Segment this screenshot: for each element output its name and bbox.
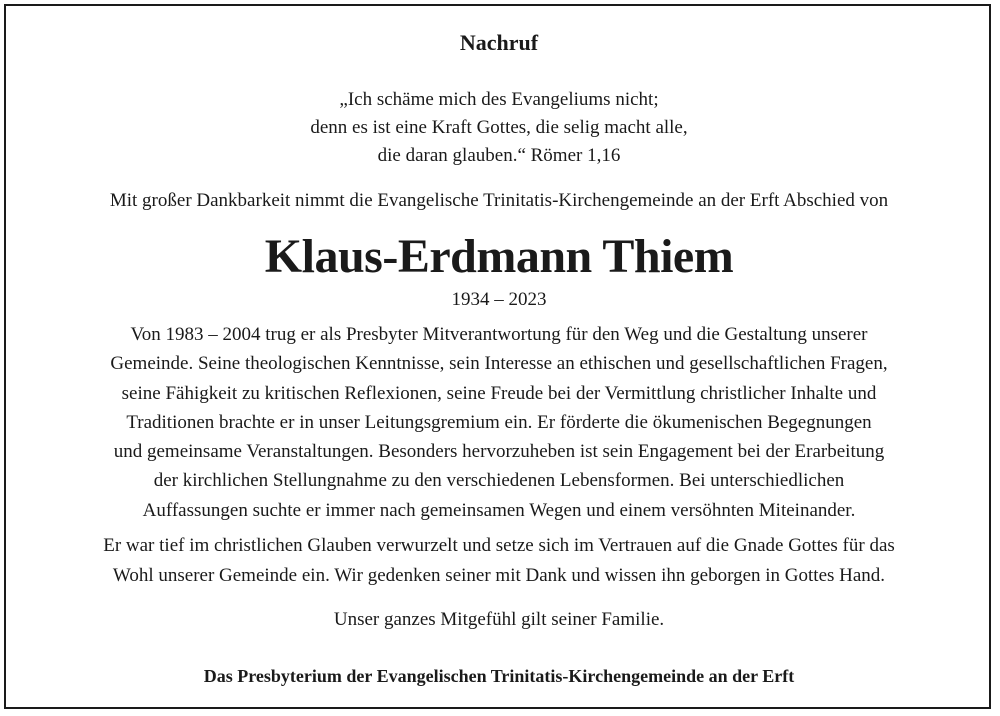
sympathy-text: Unser ganzes Mitgefühl gilt seiner Familie. [333,609,665,630]
notice-heading: Nachruf [459,30,539,55]
tribute-paragraph [20,320,978,525]
signature: Das Presbyterium der Evangelischen Trinitatis-Kirchengemeinde an der Erft [203,666,795,686]
quote-line: „Ich schäme mich des Evangeliums nicht; [339,89,659,110]
quote-line: die daran glauben.“ Römer 1,16 [377,145,621,166]
faith-paragraph [20,531,978,590]
intro-text: Mit großer Dankbarkeit nimmt die Evangelische Trinitatis-Kirchengemeinde an der Erft Abschied von [109,190,889,211]
life-dates: 1934 – 2023 [451,289,547,310]
paragraph-line: Wohl unserer Gemeinde ein. Wir gedenken seiner mit Dank und wissen ihn geborgen in Gottes Hand. [112,564,886,586]
quote-line: denn es ist eine Kraft Gottes, die selig macht alle, [310,117,688,138]
paragraph-line: Von 1983 – 2004 trug er als Presbyter Mitverantwortung für den Weg und die Gestaltung unserer [130,324,868,345]
deceased-name: Klaus-Erdmann Thiem [264,230,734,283]
paragraph-line: Er war tief im christlichen Glauben verwurzelt und setze sich im Vertrauen auf die Gnade Gottes für das [103,535,895,556]
paragraph-line: und gemeinsame Veranstaltungen. Besonders hervorzuheben ist sein Engagement bei der Erarbeitung [113,441,885,463]
paragraph-line: Gemeinde. Seine theologischen Kenntnisse, sein Interesse an ethischen und gesellschaftlichen Fragen, [110,353,888,375]
paragraph-line: der kirchlichen Stellungnahme zu den verschiedenen Lebensformen. Bei unterschiedlichen [153,470,845,492]
paragraph-line: seine Fähigkeit zu kritischen Reflexionen, seine Freude bei der Vermittlung christlicher Inhalte und [121,382,877,404]
paragraph-line: Auffassungen suchte er immer nach gemeinsamen Wegen und einem versöhnten Miteinander. [142,499,856,521]
bible-quote [20,86,978,170]
paragraph-line: Traditionen brachte er in unser Leitungsgremium ein. Er förderte die ökumenischen Begegnungen [126,411,872,433]
